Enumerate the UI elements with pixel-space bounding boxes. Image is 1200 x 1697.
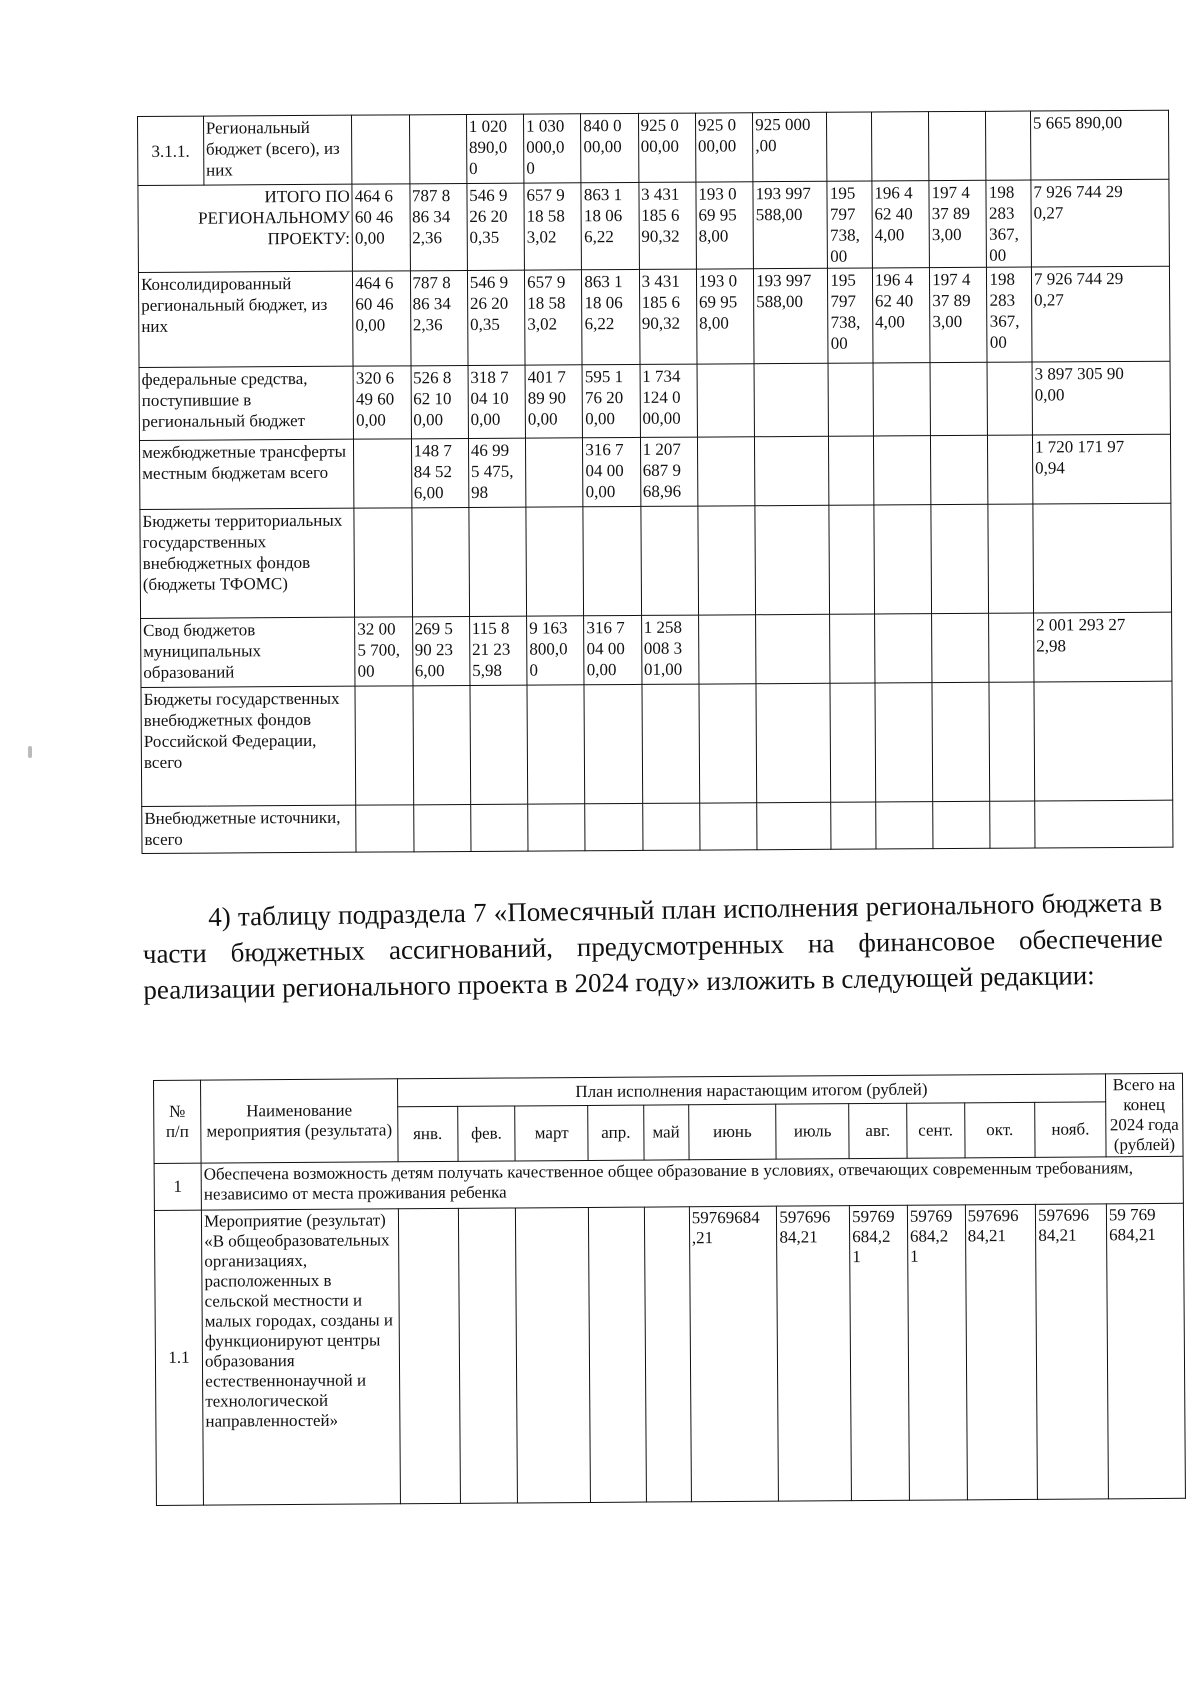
header-month: июнь [688,1104,776,1160]
header-month: март [515,1105,588,1161]
row-value [874,614,932,683]
row-value: 9 163 800,0 0 [527,616,585,685]
row-value [873,363,931,436]
row-value [990,801,1035,848]
row-total: 3 897 305 90 0,00 [1032,361,1170,435]
row-value [526,438,584,507]
row-name: федеральные средства, поступившие в региональный бюджет [139,366,354,440]
item-num: 1.1 [154,1210,203,1505]
row-value: 193 997 588,00 [753,181,828,268]
item-month-value: 597696 84,21 [1036,1204,1109,1499]
item-month-value: 597696 84,21 [777,1206,852,1502]
row-value: 863 1 18 06 6,22 [582,269,640,364]
row-value [354,439,412,508]
row-value [873,436,931,505]
item-month-value: 59769 684,2 1 [907,1205,967,1500]
row-value [583,506,641,615]
row-total [1033,503,1172,613]
row-value: 863 1 18 06 6,22 [581,182,639,269]
item-month-value: 597696 84,21 [965,1204,1038,1499]
row-value: 526 8 62 10 0,00 [411,365,469,438]
row-value [829,436,874,505]
goal-row [154,1156,1183,1210]
item-row [154,1203,1185,1505]
row-value [933,801,991,848]
row-value: 32 00 5 700, 00 [355,617,413,686]
row-value: 1 258 008 3 01,00 [641,615,699,684]
row-value: 148 7 84 52 6,00 [411,438,469,507]
scan-mark [28,746,32,758]
regional-project-finance-table [137,110,1173,854]
goal-num: 1 [154,1163,201,1210]
row-value [413,804,471,851]
table-row [139,361,1170,440]
header-month: апр. [588,1105,644,1160]
header-total: Всего на конец 2024 года (рублей) [1105,1073,1183,1157]
row-value: 197 4 37 89 3,00 [930,267,988,362]
row-value: 1 207 687 9 68,96 [640,437,698,506]
row-value: 464 6 60 46 0,00 [353,271,411,366]
row-value: 316 7 04 00 0,00 [583,437,641,506]
table-row [138,110,1169,185]
row-value [827,112,872,181]
header-month: фев. [457,1106,515,1161]
table-row [139,434,1170,509]
row-value [411,507,469,616]
row-value: 320 6 49 60 0,00 [353,366,411,439]
row-value [699,684,757,803]
item-month-value [458,1208,518,1503]
paragraph-text: 4) таблицу подраздела 7 «Помесячный план исполнения регионального бюджета в части бюджетных ассигнований, предусмотренных на финансовое обеспечение реализации регионального проекта в 2024 году» изложить в следующей редакции: [142,886,1163,1005]
header-month: нояб. [1035,1102,1106,1157]
row-name: Консолидированный региональный бюджет, из них [138,271,353,367]
row-value: 193 997 588,00 [754,268,829,363]
row-value [470,804,528,851]
row-value [756,683,831,802]
row-value: 316 7 04 00 0,00 [584,615,642,684]
row-value: 401 7 89 90 0,00 [525,365,583,438]
row-name: Внебюджетные источники, всего [142,805,357,853]
row-value: 925 0 00,00 [638,113,696,182]
row-value: 546 9 26 20 0,35 [467,270,525,365]
row-value [757,802,832,849]
item-month-value [398,1208,460,1503]
row-value [642,803,700,850]
row-value [585,803,643,850]
item-month-value: 59769 684,2 1 [849,1205,909,1500]
row-value: 195 797 738, 00 [828,268,873,363]
header-month: авг. [849,1103,907,1158]
row-value [931,435,989,504]
row-value: 925 0 00,00 [695,113,753,182]
row-value [929,111,987,180]
row-value: 195 797 738, 00 [827,181,872,268]
table-row [140,503,1172,618]
row-name: Региональный бюджет (всего), из них [203,115,352,185]
row-value [989,613,1034,682]
table-row [141,612,1172,687]
row-value: 925 000 ,00 [753,112,828,181]
table-row [138,179,1170,272]
row-value: 657 9 18 58 3,02 [524,270,582,365]
row-value: 196 4 62 40 4,00 [872,181,930,268]
row-name: ИТОГО ПО РЕГИОНАЛЬНОМУ ПРОЕКТУ: [138,184,353,272]
item-month-value [644,1207,691,1502]
row-value [355,686,413,805]
row-value: 197 4 37 89 3,00 [929,180,987,267]
row-value [932,682,990,801]
row-value: 840 0 00,00 [581,113,639,182]
row-value [830,614,875,683]
row-value [830,683,875,802]
row-value: 1 734 124 0 00,00 [640,364,698,437]
row-name: Бюджеты территориальных государственных внебюджетных фондов (бюджеты ТФОМС) [140,508,355,618]
header-month: июль [776,1104,849,1160]
row-value [527,685,585,804]
row-value [697,364,755,437]
row-value [409,114,467,183]
row-value [584,684,642,803]
row-total: 7 926 744 29 0,27 [1031,266,1170,362]
row-value [755,436,830,505]
table-row [142,800,1173,853]
row-value [697,437,755,506]
goal-text: Обеспечена возможность детям получать качественное общее образование в условиях, отвечающих современным требованиям, независимо от места проживания ребенка [201,1156,1183,1210]
row-value [930,362,988,435]
row-value [987,362,1032,435]
row-value [700,803,758,850]
row-value [528,804,586,851]
row-value [986,111,1031,180]
row-value: 193 0 69 95 8,00 [696,182,754,269]
row-value [931,504,989,613]
row-value [470,685,528,804]
row-value [352,115,410,184]
row-value [698,615,756,684]
row-value: 196 4 62 40 4,00 [872,268,930,363]
row-value [412,685,470,804]
row-value [988,435,1033,504]
row-value [354,508,412,617]
row-value: 546 9 26 20 0,35 [467,183,525,270]
row-name: Бюджеты государственных внебюджетных фондов Российской Федерации, всего [141,686,356,806]
row-value [698,506,756,615]
header-plan: План исполнения нарастающим итогом (рублей) [397,1074,1105,1107]
row-value [642,684,700,803]
row-value [526,507,584,616]
row-value: 198 283 367, 00 [986,180,1031,267]
row-value [356,805,414,852]
row-value [640,506,698,615]
row-value [469,507,527,616]
row-value: 1 020 890,0 0 [466,114,524,183]
row-total [1035,800,1173,848]
row-value: 464 6 60 46 0,00 [352,184,410,271]
row-value: 3 431 185 6 90,32 [638,182,696,269]
row-value: 787 8 86 34 2,36 [410,270,468,365]
row-total: 1 720 171 97 0,94 [1032,434,1170,504]
row-value [829,505,874,614]
monthly-plan-table [153,1073,1186,1506]
header-month: янв. [398,1106,458,1161]
item-month-value [516,1207,591,1503]
row-value: 318 7 04 10 0,00 [468,365,526,438]
row-value [875,683,933,802]
table-row [141,681,1173,806]
row-value: 193 0 69 95 8,00 [696,269,754,364]
item-month-value [589,1207,647,1502]
row-value: 657 9 18 58 3,02 [524,183,582,270]
header-num: № п/п [154,1080,202,1163]
amendment-paragraph [142,884,1164,1008]
row-value [871,112,929,181]
row-value [989,682,1034,801]
row-value [754,363,829,436]
header-month: май [643,1105,688,1160]
row-total: 5 665 890,00 [1030,110,1168,180]
row-value [988,504,1033,613]
row-value: 3 431 185 6 90,32 [639,269,697,364]
row-value: 595 1 76 20 0,00 [582,364,640,437]
row-value [831,802,876,849]
row-value [828,363,873,436]
row-value: 269 5 90 23 6,00 [412,616,470,685]
row-name: межбюджетные трансферты местным бюджетам всего [139,439,354,509]
row-value: 46 99 5 475, 98 [468,438,526,507]
row-total: 7 926 744 29 0,27 [1031,179,1170,267]
row-value [932,613,990,682]
row-value [876,802,934,849]
item-name: Мероприятие (результат) «В общеобразовательных организациях, расположенных в сельской местности и малых городах, созданы и функционируют центры образования естественнонаучной и технологической направленностей» [201,1209,400,1505]
row-name: Свод бюджетов муниципальных образований [141,617,356,687]
row-code: 3.1.1. [138,116,204,185]
row-value: 787 8 86 34 2,36 [409,183,467,270]
row-value [874,505,932,614]
row-value [756,614,831,683]
row-value [755,505,830,614]
header-month: окт. [964,1102,1035,1157]
item-month-value: 59769684 ,21 [689,1206,779,1502]
table-row [138,266,1170,367]
row-value: 1 030 000,0 0 [524,114,582,183]
row-total: 2 001 293 27 2,98 [1034,612,1172,682]
header-month: сент. [907,1103,965,1158]
row-total [1034,681,1173,801]
header-name: Наименование мероприятия (результата) [201,1079,398,1163]
row-value: 115 8 21 23 5,98 [469,616,527,685]
item-total: 59 769 684,21 [1106,1203,1185,1499]
row-value: 198 283 367, 00 [987,267,1032,362]
